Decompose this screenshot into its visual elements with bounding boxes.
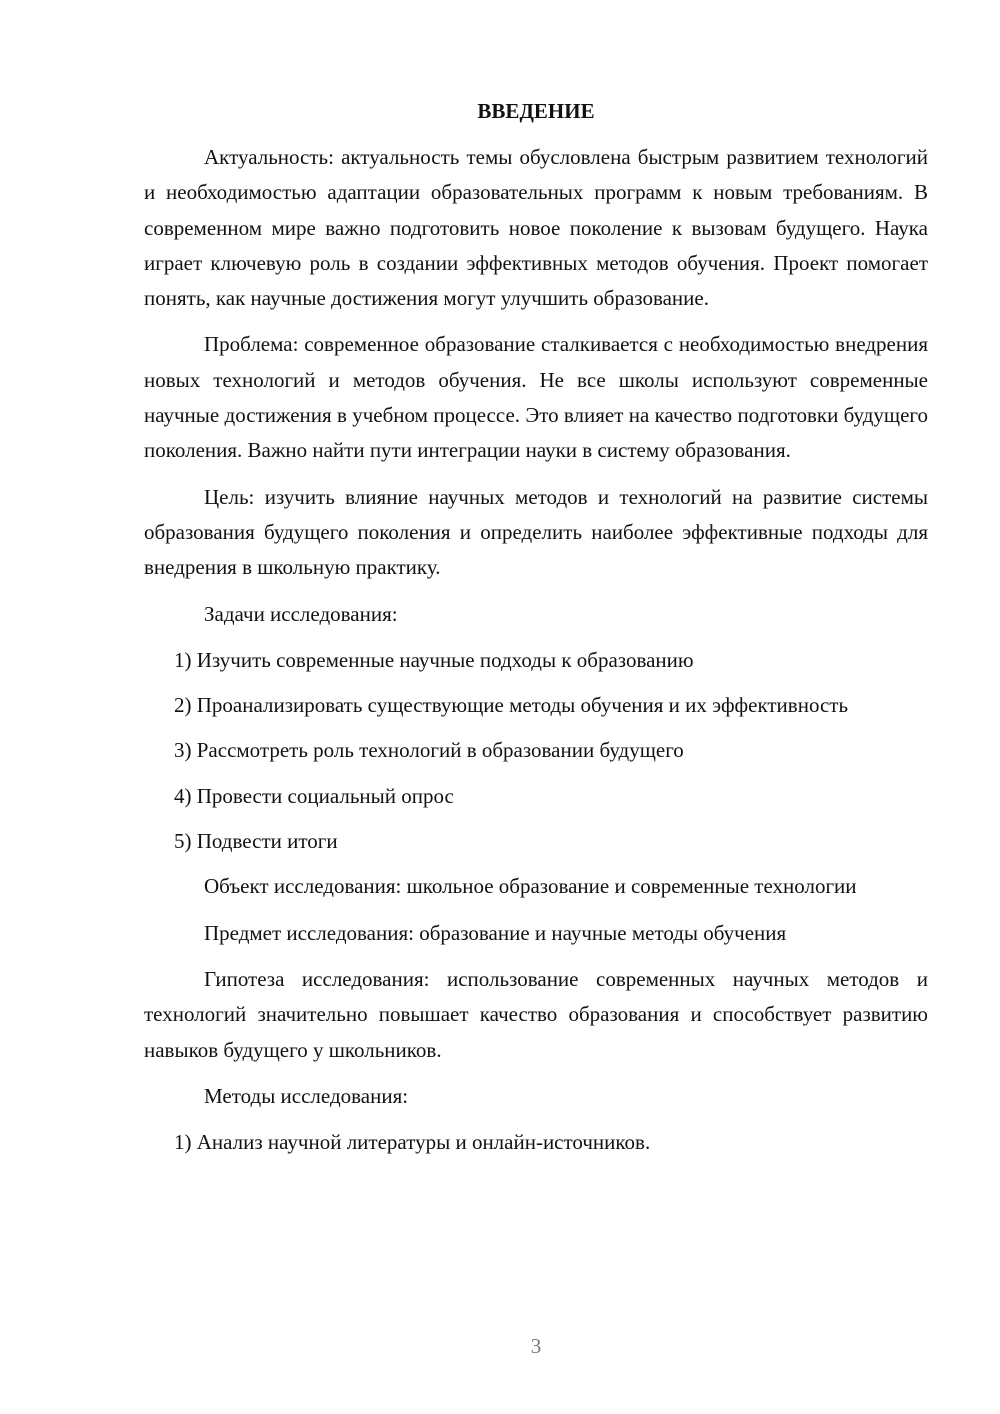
page-number: 3: [530, 1334, 542, 1358]
paragraph-object: Объект исследования: школьное образование и современные технологии: [204, 874, 857, 899]
section-heading: ВВЕДЕНИЕ: [477, 99, 595, 123]
task-item-1: 1) Изучить современные научные подходы к образованию: [174, 647, 694, 672]
task-item-5: 5) Подвести итоги: [174, 829, 338, 854]
task-item-4: 4) Провести социальный опрос: [174, 783, 454, 808]
paragraph-hypothesis: Гипотеза исследования: использование современных научных методов и технологий значительно повышает качество образования и способствует развитию навыков будущего у школьников.: [144, 966, 928, 1062]
paragraph-relevance: Актуальность: актуальность темы обусловлена быстрым развитием технологий и необходимостью адаптации образовательных программ к новым требованиям. В современном мире важно подготовить новое поколение к вызовам будущего. Наука играет ключевую роль в создании эффективных методов обучения. Проект помогает понять, как научные достижения могут улучшить образование.: [144, 145, 928, 311]
task-item-3: 3) Рассмотреть роль технологий в образовании будущего: [174, 738, 684, 763]
document-page: [144, 96, 928, 1170]
task-item-2: 2) Проанализировать существующие методы обучения и их эффективность: [174, 693, 849, 718]
methods-heading: Методы исследования:: [204, 1083, 409, 1108]
tasks-heading: Задачи исследования:: [204, 601, 398, 626]
paragraph-goal: Цель: изучить влияние научных методов и технологий на развитие системы образования будущего поколения и определить наиболее эффективные подходы для внедрения в школьную практику.: [144, 484, 928, 580]
paragraph-problem: Проблема: современное образование сталкивается с необходимостью внедрения новых технологий и методов обучения. Не все школы используют современные научные достижения в учебном процессе. Это влияет на качество подготовки будущего поколения. Важно найти пути интеграции науки в систему образования.: [144, 332, 928, 463]
method-item-1: 1) Анализ научной литературы и онлайн-источников.: [174, 1130, 651, 1155]
paragraph-subject: Предмет исследования: образование и научные методы обучения: [204, 920, 787, 945]
